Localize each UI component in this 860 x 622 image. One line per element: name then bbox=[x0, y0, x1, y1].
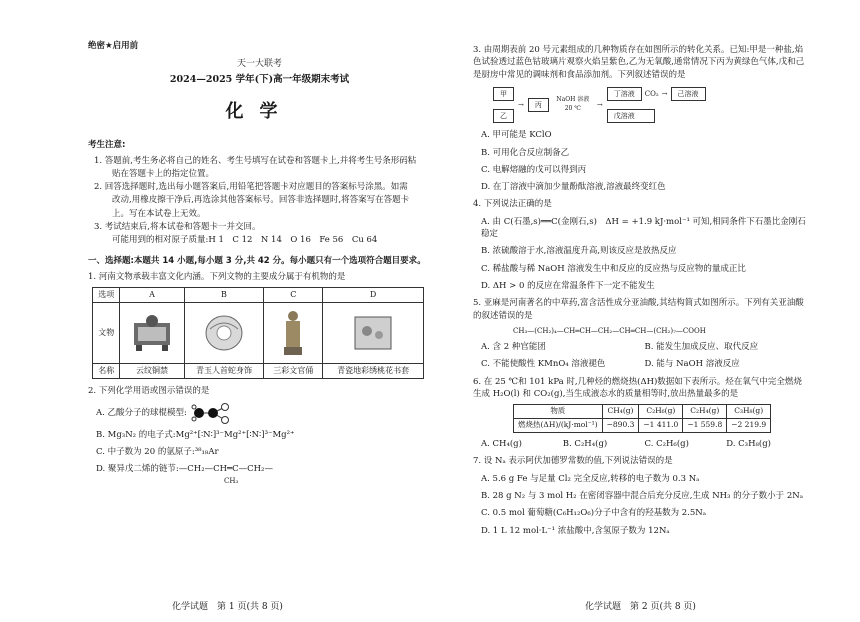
q5-option-c: C. 不能使酸性 KMnO₄ 溶液褪色 bbox=[481, 359, 606, 370]
notice-line: 1. 答题前,考生务必将自己的姓名、考生号填写在试卷和答题卡上,并将考生号条形码粘 bbox=[94, 155, 417, 166]
q2-option-d bbox=[88, 463, 431, 485]
relic-name: 三彩文官俑 bbox=[264, 363, 323, 378]
option-header: D bbox=[323, 288, 424, 303]
q2-option-a bbox=[88, 402, 431, 424]
question-7: 7. 设 Nₐ 表示阿伏加德罗常数的值,下列说法错误的是 bbox=[473, 456, 673, 467]
q5-options-row bbox=[473, 341, 808, 353]
q6-options-row bbox=[473, 438, 808, 450]
substance-yi: 乙 bbox=[493, 109, 514, 123]
arrow-icon: → bbox=[661, 89, 668, 98]
notice-line: 上。写在本试卷上无效。 bbox=[112, 208, 206, 219]
substance-jia: 甲 bbox=[493, 87, 514, 101]
notice-line: 2. 回答选择题时,选出每小题答案后,用铅笔把答题卡对应题目的答案标号涂黑。如需 bbox=[94, 182, 408, 193]
q7-option-a: A. 5.6 g Fe 与足量 Cl₂ 完全反应,转移的电子数为 0.3 Nₐ bbox=[481, 473, 700, 484]
methyl-branch: CH₃ bbox=[224, 476, 239, 485]
question-5: 5. 亚麻是河南著名的中草药,富含活性成分亚油酸,其结构简式如图所示。下列有关亚油酸的叙述错误的是 bbox=[473, 298, 804, 321]
table-cell: C₂H₆(g) bbox=[639, 405, 683, 419]
notice-block bbox=[88, 139, 431, 247]
notice-line: 3. 考试结束后,将本试卷和答题卡一并交回。 bbox=[94, 222, 261, 233]
q5-option-b: B. 能发生加成反应、取代反应 bbox=[644, 342, 759, 353]
notice-line: 改动,用橡皮擦干净后,再选涂其他答案标号。回答非选择题时,将答案写在答题卡 bbox=[112, 195, 410, 206]
relic-name: 青玉人首蛇身饰 bbox=[184, 363, 264, 378]
option-text: D. 聚异戊二烯的链节:—CH₂—CH═C—CH₂— bbox=[96, 464, 273, 475]
question-3: 3. 由周期表前 20 号元素组成的几种物质存在如图所示的转化关系。已知:甲是一种盐,焰色试验透过蓝色钴玻璃片观察火焰呈紫色,乙为无氧酸,通常情况下丙为黄绿色气体,戊和己是厨房中常见的调味剂和食品添加剂。下列叙述错误的是 bbox=[473, 45, 805, 80]
option-header: C bbox=[264, 288, 323, 303]
arrow-icon: → bbox=[518, 101, 524, 109]
notice-line: 可能用到的相对原子质量:H 1 C 12 N 14 O 16 Fe 56 Cu 64 bbox=[112, 235, 378, 246]
sancai-figurine-image bbox=[266, 304, 320, 362]
linoleic-acid-structure: CH₃—(CH₂)₄—CH═CH—CH₂—CH═CH—(CH₂)₇—COOH bbox=[513, 326, 706, 335]
ball-stick-model-icon bbox=[191, 402, 233, 424]
substance-ding: 丁溶液 bbox=[607, 87, 642, 101]
reagent-co2: CO₂ bbox=[644, 89, 659, 98]
option-header: A bbox=[120, 288, 184, 303]
q5-options-row bbox=[473, 358, 808, 370]
q4-option-a: A. 由 C(石墨,s)══C(金刚石,s) ΔH = +1.9 kJ·mol⁻¹ 可知,相同条件下石墨比金刚石稳定 bbox=[481, 216, 806, 240]
notice-heading: 考生注意: bbox=[88, 140, 126, 151]
q7-option-b: B. 28 g N₂ 与 3 mol H₂ 在密闭容器中混合后充分反应,生成 NH₃ 的分子数小于 2Nₐ bbox=[481, 491, 803, 502]
right-page bbox=[445, 0, 860, 622]
arrow-icon: → bbox=[596, 101, 603, 109]
exam-title: 2024—2025 学年(下)高一年级期末考试 bbox=[169, 74, 350, 86]
q5-option-a: A. 含 2 种官能团 bbox=[481, 342, 546, 353]
relic-table bbox=[92, 287, 424, 378]
option-header: B bbox=[184, 288, 264, 303]
question-6: 6. 在 25 ℃和 101 kPa 时,几种烃的燃烧热(ΔH)数据如下表所示。烃在氧气中完全燃烧生成 H₂O(l) 和 CO₂(g),当生成液态水的质量相等时,放出热量最多的是 bbox=[473, 376, 802, 400]
table-cell: C₂H₄(g) bbox=[683, 405, 727, 419]
q2-option-c: C. 中子数为 20 的氩原子:³⁸₁₈Ar bbox=[96, 447, 219, 458]
q6-option-a: A. CH₄(g) bbox=[481, 439, 522, 450]
q5-option-d: D. 能与 NaOH 溶液反应 bbox=[644, 359, 740, 370]
table-cell: −890.3 bbox=[602, 419, 639, 433]
q4-option-d: D. ΔH > 0 的反应在常温条件下一定不能发生 bbox=[481, 281, 655, 292]
table-cell: −2 219.9 bbox=[727, 419, 771, 433]
confidential-mark: 绝密★启用前 bbox=[88, 41, 139, 51]
q2-option-b: B. Mg₃N₂ 的电子式:Mg²⁺[∶N∶]³⁻Mg²⁺[∶N∶]³⁻Mg²⁺ bbox=[96, 429, 295, 440]
section-heading: 一、选择题:本题共 14 小题,每小题 3 分,共 42 分。每小题只有一个选项符合题目要求。 bbox=[88, 255, 426, 266]
table-cell: 燃烧热(ΔH)/(kJ·mol⁻¹) bbox=[514, 419, 603, 433]
option-text: A. 乙酸分子的球棍模型: bbox=[96, 407, 187, 418]
q3-option-c: C. 电解熔融的戊可以得到丙 bbox=[481, 164, 587, 175]
celadon-book-cover-image bbox=[325, 304, 421, 362]
subject-title: 化学 bbox=[225, 101, 294, 123]
q7-option-d: D. 1 L 12 mol·L⁻¹ 浓盐酸中,含氢原子数为 12Nₐ bbox=[481, 525, 670, 536]
q3-option-d: D. 在丁溶液中滴加少量酚酞溶液,溶液最终变红色 bbox=[481, 182, 666, 193]
q3-option-a: A. 甲可能是 KClO bbox=[481, 130, 552, 141]
conversion-diagram bbox=[493, 87, 808, 123]
q6-option-b: B. C₂H₄(g) bbox=[562, 439, 608, 450]
q6-option-d: D. C₃H₈(g) bbox=[726, 439, 771, 450]
reaction-condition: NaOH 溶液 20 ℃ bbox=[556, 96, 590, 113]
bronze-altar-image bbox=[122, 304, 181, 362]
relic-name: 青瓷地彩绣桃花书套 bbox=[323, 363, 424, 378]
notice-line: 贴在答题卡上的指定位置。 bbox=[112, 168, 215, 179]
question-4: 4. 下列说法正确的是 bbox=[473, 199, 552, 210]
table-header-label: 选项 bbox=[93, 288, 120, 303]
relic-name: 云纹铜禁 bbox=[120, 363, 184, 378]
substance-ji: 己溶液 bbox=[671, 87, 706, 101]
table-cell: −1 411.0 bbox=[639, 419, 683, 433]
combustion-heat-table bbox=[513, 404, 771, 433]
q7-option-c: C. 0.5 mol 葡萄糖(C₆H₁₂O₆)分子中含有的羟基数为 2.5Nₐ bbox=[481, 508, 707, 519]
table-cell: 物质 bbox=[514, 405, 603, 419]
q6-option-c: C. C₂H₆(g) bbox=[644, 439, 689, 450]
name-label: 名称 bbox=[93, 363, 120, 378]
q4-option-b: B. 浓硫酸溶于水,溶液温度升高,则该反应是放热反应 bbox=[481, 246, 677, 257]
row-label: 文物 bbox=[93, 302, 120, 363]
exam-organizer: 天一大联考 bbox=[236, 59, 282, 70]
page-footer: 化学试题 第 1 页(共 8 页) bbox=[172, 601, 283, 612]
jade-ornament-image bbox=[187, 304, 262, 362]
question-1: 1. 河南文物承载丰富文化内涵。下列文物的主要成分属于有机物的是 bbox=[88, 272, 346, 283]
table-cell: C₃H₈(g) bbox=[727, 405, 771, 419]
table-cell: −1 559.8 bbox=[683, 419, 727, 433]
question-2: 2. 下列化学用语或图示错误的是 bbox=[88, 385, 210, 396]
q4-option-c: C. 稀盐酸与稀 NaOH 溶液发生中和反应的反应热与反应物的量成正比 bbox=[481, 263, 746, 274]
page-footer: 化学试题 第 2 页(共 8 页) bbox=[585, 601, 696, 612]
substance-wu: 戊溶液 bbox=[607, 109, 655, 123]
table-cell: CH₄(g) bbox=[602, 405, 639, 419]
substance-bing: 丙 bbox=[528, 98, 549, 112]
q3-option-b: B. 可用化合反应制备乙 bbox=[481, 147, 570, 158]
